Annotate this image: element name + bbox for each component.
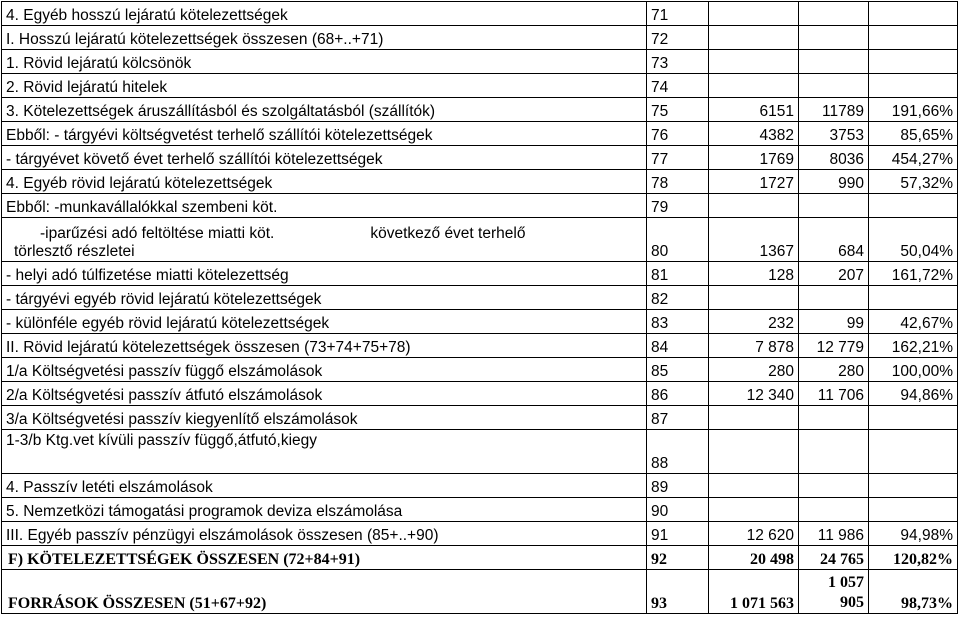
table-row bbox=[2, 2, 958, 26]
row-value-current bbox=[799, 26, 869, 50]
row-code: 93 bbox=[647, 570, 709, 614]
row-code: 88 bbox=[647, 430, 709, 474]
row-code: 71 bbox=[647, 2, 709, 26]
row-value-previous: 232 bbox=[709, 310, 799, 334]
row-value-current: 11 986 bbox=[799, 522, 869, 546]
row-percent bbox=[869, 194, 958, 218]
row-value-previous: 20 498 bbox=[709, 546, 799, 570]
row-code: 78 bbox=[647, 170, 709, 194]
table-row bbox=[2, 382, 958, 406]
row-percent: 100,00% bbox=[869, 358, 958, 382]
table-row bbox=[2, 358, 958, 382]
row-value-current bbox=[799, 570, 869, 614]
table-row bbox=[2, 498, 958, 522]
row-percent bbox=[869, 406, 958, 430]
row-percent bbox=[869, 2, 958, 26]
row-percent: 50,04% bbox=[869, 218, 958, 262]
row-label: I. Hosszú lejáratú kötelezettségek összesen (68+..+71) bbox=[2, 26, 647, 50]
row-label: 2. Rövid lejáratú hitelek bbox=[2, 74, 647, 98]
row-code: 90 bbox=[647, 498, 709, 522]
row-value-previous: 1 071 563 bbox=[709, 570, 799, 614]
row-value-current bbox=[799, 2, 869, 26]
row-label-line1 bbox=[14, 225, 642, 243]
row-label: Ebből: -munkavállalókkal szembeni köt. bbox=[2, 194, 647, 218]
row-code: 80 bbox=[647, 218, 709, 262]
row-value-current bbox=[799, 474, 869, 498]
row-label: 4. Egyéb rövid lejáratú kötelezettségek bbox=[2, 170, 647, 194]
row-value-previous: 280 bbox=[709, 358, 799, 382]
row-label: - tárgyévi egyéb rövid lejáratú kötelezettségek bbox=[2, 286, 647, 310]
row-code: 86 bbox=[647, 382, 709, 406]
row-value-previous: 128 bbox=[709, 262, 799, 286]
row-value-previous bbox=[709, 498, 799, 522]
row-percent bbox=[869, 50, 958, 74]
row-value-previous: 1367 bbox=[709, 218, 799, 262]
row-code: 84 bbox=[647, 334, 709, 358]
row-value-previous bbox=[709, 74, 799, 98]
row-label: III. Egyéb passzív pénzügyi elszámolások összesen (85+..+90) bbox=[2, 522, 647, 546]
row-label-multiline bbox=[2, 218, 647, 262]
row-value-previous: 7 878 bbox=[709, 334, 799, 358]
row-percent bbox=[869, 498, 958, 522]
row-code: 92 bbox=[647, 546, 709, 570]
row-value-previous: 1769 bbox=[709, 146, 799, 170]
row-label: FORRÁSOK ÖSSZESEN (51+67+92) bbox=[2, 570, 647, 614]
row-value-current-line1: 1 057 bbox=[828, 574, 864, 591]
table-row-total bbox=[2, 546, 958, 570]
row-code: 79 bbox=[647, 194, 709, 218]
row-percent: 42,67% bbox=[869, 310, 958, 334]
row-value-current bbox=[799, 74, 869, 98]
row-value-previous bbox=[709, 2, 799, 26]
table-row bbox=[2, 262, 958, 286]
row-label: 4. Passzív letéti elszámolások bbox=[2, 474, 647, 498]
row-value-previous bbox=[709, 286, 799, 310]
row-percent bbox=[869, 474, 958, 498]
row-percent: 57,32% bbox=[869, 170, 958, 194]
table-row bbox=[2, 122, 958, 146]
row-percent: 162,21% bbox=[869, 334, 958, 358]
row-value-current bbox=[799, 430, 869, 474]
row-label: 1-3/b Ktg.vet kívüli passzív függő,átfutó,kiegy bbox=[2, 430, 647, 474]
row-value-current bbox=[799, 498, 869, 522]
row-value-previous: 12 340 bbox=[709, 382, 799, 406]
row-value-current-line2: 905 bbox=[840, 594, 864, 611]
row-label: 4. Egyéb hosszú lejáratú kötelezettségek bbox=[2, 2, 647, 26]
table-row-grand-total bbox=[2, 570, 958, 614]
row-code: 87 bbox=[647, 406, 709, 430]
row-value-current: 8036 bbox=[799, 146, 869, 170]
row-percent: 191,66% bbox=[869, 98, 958, 122]
row-code: 83 bbox=[647, 310, 709, 334]
table-row bbox=[2, 310, 958, 334]
row-value-previous bbox=[709, 194, 799, 218]
row-code: 73 bbox=[647, 50, 709, 74]
row-percent bbox=[869, 26, 958, 50]
row-label-line1-b: következő évet terhelő bbox=[370, 225, 526, 242]
row-percent: 454,27% bbox=[869, 146, 958, 170]
table-row bbox=[2, 474, 958, 498]
row-value-current: 24 765 bbox=[799, 546, 869, 570]
row-value-previous bbox=[709, 474, 799, 498]
row-percent: 94,86% bbox=[869, 382, 958, 406]
row-percent: 85,65% bbox=[869, 122, 958, 146]
row-label: - tárgyévet követő évet terhelő szállítói kötelezettségek bbox=[2, 146, 647, 170]
table-row bbox=[2, 522, 958, 546]
balance-sheet-table bbox=[1, 1, 958, 614]
row-percent bbox=[869, 286, 958, 310]
table-row bbox=[2, 74, 958, 98]
row-value-current bbox=[799, 194, 869, 218]
row-code: 77 bbox=[647, 146, 709, 170]
row-percent bbox=[869, 430, 958, 474]
row-label: 1. Rövid lejáratú kölcsönök bbox=[2, 50, 647, 74]
row-percent: 161,72% bbox=[869, 262, 958, 286]
row-value-previous: 1727 bbox=[709, 170, 799, 194]
table-row bbox=[2, 286, 958, 310]
row-label: 3/a Költségvetési passzív kiegyenlítő elszámolások bbox=[2, 406, 647, 430]
row-code: 85 bbox=[647, 358, 709, 382]
row-value-current bbox=[799, 406, 869, 430]
table-row bbox=[2, 194, 958, 218]
row-value-previous bbox=[709, 26, 799, 50]
row-code: 72 bbox=[647, 26, 709, 50]
row-code: 82 bbox=[647, 286, 709, 310]
row-value-current: 990 bbox=[799, 170, 869, 194]
table-row bbox=[2, 170, 958, 194]
row-value-previous bbox=[709, 406, 799, 430]
row-label: F) KÖTELEZETTSÉGEK ÖSSZESEN (72+84+91) bbox=[2, 546, 647, 570]
row-value-current bbox=[799, 286, 869, 310]
row-value-current bbox=[799, 50, 869, 74]
row-label: 3. Kötelezettségek áruszállításból és szolgáltatásból (szállítók) bbox=[2, 98, 647, 122]
table-row bbox=[2, 334, 958, 358]
row-label: - különféle egyéb rövid lejáratú kötelezettségek bbox=[2, 310, 647, 334]
table-row bbox=[2, 406, 958, 430]
row-value-previous bbox=[709, 430, 799, 474]
row-value-current: 11789 bbox=[799, 98, 869, 122]
row-code: 76 bbox=[647, 122, 709, 146]
row-value-previous: 6151 bbox=[709, 98, 799, 122]
row-label: II. Rövid lejáratú kötelezettségek összesen (73+74+75+78) bbox=[2, 334, 647, 358]
row-value-current: 11 706 bbox=[799, 382, 869, 406]
row-value-current: 207 bbox=[799, 262, 869, 286]
row-code: 89 bbox=[647, 474, 709, 498]
table-row bbox=[2, 430, 958, 474]
row-percent: 94,98% bbox=[869, 522, 958, 546]
row-value-current: 280 bbox=[799, 358, 869, 382]
row-value-current: 3753 bbox=[799, 122, 869, 146]
table-row bbox=[2, 98, 958, 122]
row-code: 81 bbox=[647, 262, 709, 286]
row-percent: 98,73% bbox=[869, 570, 958, 614]
table-row bbox=[2, 26, 958, 50]
row-code: 74 bbox=[647, 74, 709, 98]
row-value-previous bbox=[709, 50, 799, 74]
row-value-current: 99 bbox=[799, 310, 869, 334]
row-label: 2/a Költségvetési passzív átfutó elszámolások bbox=[2, 382, 647, 406]
row-label-line2: törlesztő részletei bbox=[14, 243, 135, 260]
table-row bbox=[2, 218, 958, 262]
table-row bbox=[2, 50, 958, 74]
row-label: 1/a Költségvetési passzív függő elszámolások bbox=[2, 358, 647, 382]
table-row bbox=[2, 146, 958, 170]
row-code: 75 bbox=[647, 98, 709, 122]
row-code: 91 bbox=[647, 522, 709, 546]
row-percent bbox=[869, 74, 958, 98]
row-percent: 120,82% bbox=[869, 546, 958, 570]
row-label: Ebből: - tárgyévi költségvetést terhelő szállítói kötelezettségek bbox=[2, 122, 647, 146]
row-label: - helyi adó túlfizetése miatti kötelezettség bbox=[2, 262, 647, 286]
row-label: 5. Nemzetközi támogatási programok deviza elszámolása bbox=[2, 498, 647, 522]
row-value-previous: 4382 bbox=[709, 122, 799, 146]
row-value-current: 12 779 bbox=[799, 334, 869, 358]
row-label-line1-a: -iparűzési adó feltöltése miatti köt. bbox=[40, 225, 275, 242]
row-value-current: 684 bbox=[799, 218, 869, 262]
row-value-previous: 12 620 bbox=[709, 522, 799, 546]
